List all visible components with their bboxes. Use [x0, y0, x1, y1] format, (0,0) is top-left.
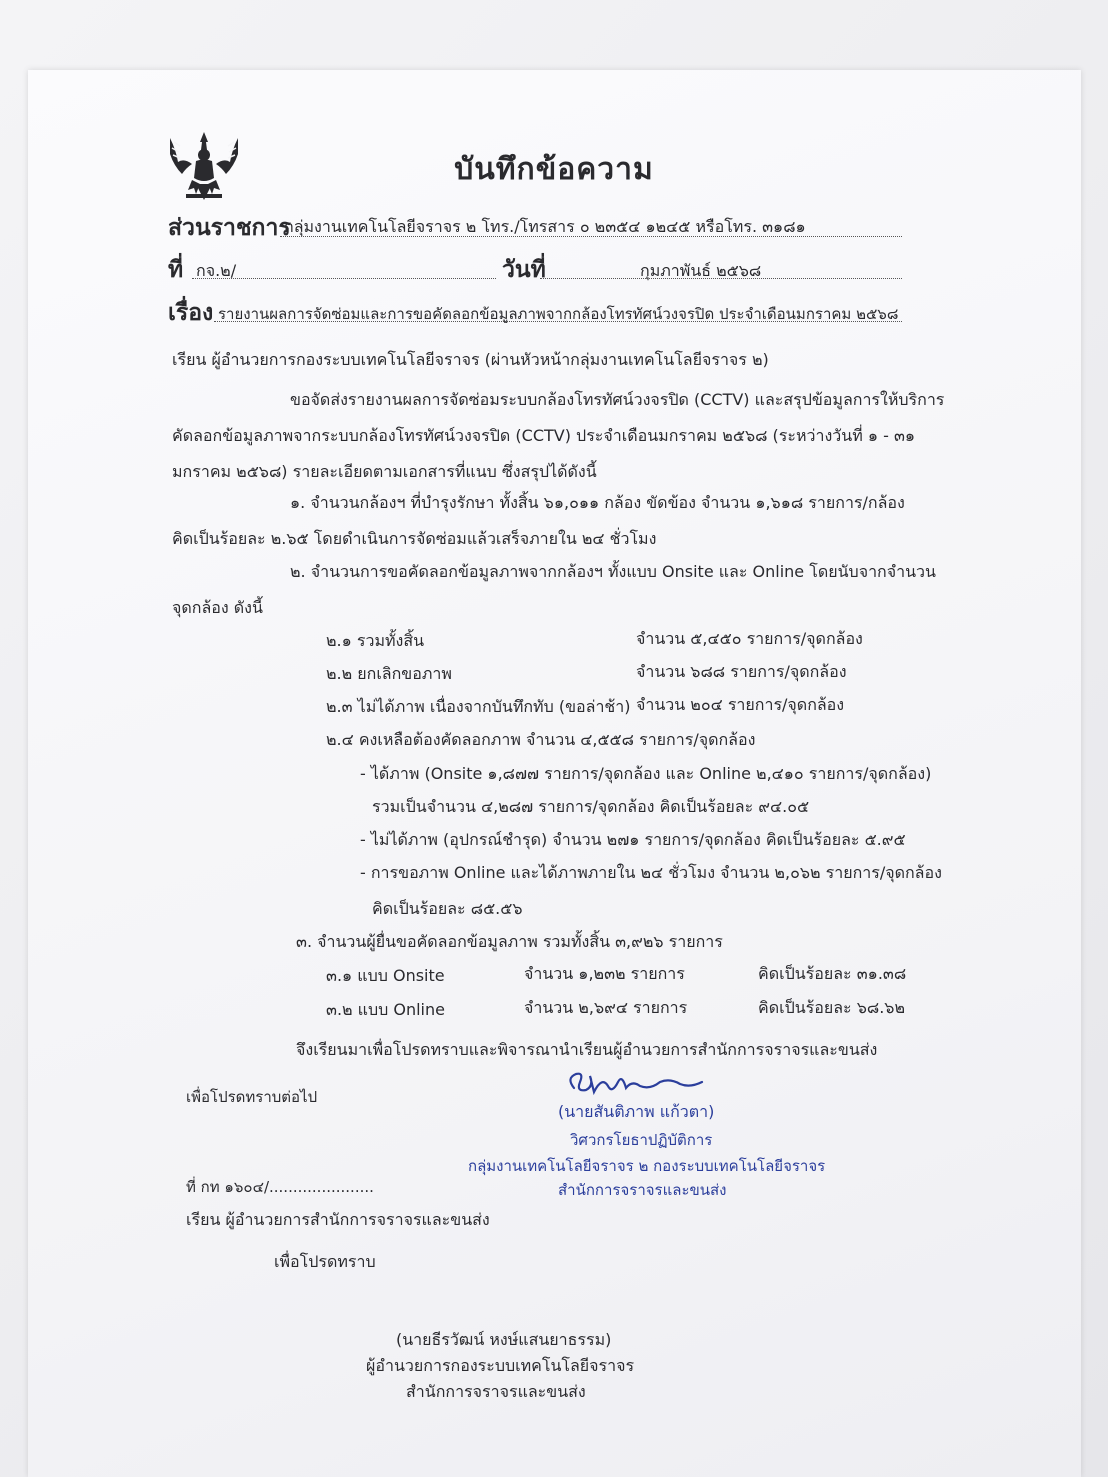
- signer-name: (นายสันติภาพ แก้วตา): [558, 1102, 715, 1121]
- sub3-percent: คิดเป็นร้อยละ ๓๑.๓๘: [758, 964, 907, 983]
- handwritten-signature-icon: [560, 1064, 710, 1100]
- sub-item-amount: จำนวน ๖๘๘ รายการ/จุดกล้อง: [636, 662, 847, 681]
- sub3-amount: จำนวน ๒,๖๙๔ รายการ: [524, 998, 688, 1017]
- subject-dotline: [214, 321, 902, 322]
- item2-line-2: จุดกล้อง ดังนี้: [172, 598, 263, 617]
- intro-line-1: ขอจัดส่งรายงานผลการจัดซ่อมระบบกล้องโทรทัศน์วงจรปิด (CCTV) และสรุปข้อมูลการให้บริการ: [290, 390, 945, 409]
- intro-line-2: คัดลอกข้อมูลภาพจากระบบกล้องโทรทัศน์วงจรปิด (CCTV) ประจำเดือนมกราคม ๒๕๖๘ (ระหว่างวันที่ ๑ - ๓๑: [172, 426, 916, 445]
- endorse-ack: เพื่อโปรดทราบ: [274, 1252, 376, 1271]
- signer-office: สำนักการจราจรและขนส่ง: [558, 1181, 727, 1199]
- agency-value: กลุ่มงานเทคโนโลยีจราจร ๒ โทร./โทรสาร ๐ ๒๓๕๔ ๑๒๔๕ หรือโทร. ๓๑๘๑: [284, 217, 806, 236]
- signer-unit: กลุ่มงานเทคโนโลยีจราจร ๒ กองระบบเทคโนโลยีจราจร: [468, 1157, 826, 1175]
- sub-item-amount: จำนวน ๒๐๔ รายการ/จุดกล้อง: [636, 695, 845, 714]
- bullet-2: - ไม่ได้ภาพ (อุปกรณ์ชำรุด) จำนวน ๒๗๑ รายการ/จุดกล้อง คิดเป็นร้อยละ ๕.๙๕: [360, 830, 906, 849]
- endorse-note: เพื่อโปรดทราบต่อไป: [186, 1088, 318, 1106]
- sub-item-label: ๒.๑ รวมทั้งสิ้น: [326, 631, 425, 650]
- director-position: ผู้อำนวยการกองระบบเทคโนโลยีจราจร: [366, 1356, 635, 1375]
- intro-line-3: มกราคม ๒๕๖๘) รายละเอียดตามเอกสารที่แนบ ซึ่งสรุปได้ดังนี้: [172, 462, 597, 481]
- bullet-1-line-1: - ได้ภาพ (Onsite ๑,๘๗๗ รายการ/จุดกล้อง และ Online ๒,๔๑๐ รายการ/จุดกล้อง): [360, 764, 932, 783]
- sub-item-label: ๒.๓ ไม่ได้ภาพ เนื่องจากบันทึกทับ (ขอล่าช้า): [326, 697, 631, 716]
- item2-line-1: ๒. จำนวนการขอคัดลอกข้อมูลภาพจากกล้องฯ ทั้งแบบ Onsite และ Online โดยนับจากจำนวน: [290, 562, 936, 581]
- item3: ๓. จำนวนผู้ยื่นขอคัดลอกข้อมูลภาพ รวมทั้งสิ้น ๓,๙๒๖ รายการ: [296, 932, 723, 951]
- ref-dotline: [192, 278, 496, 279]
- bullet-1-line-2: รวมเป็นจำนวน ๔,๒๘๗ รายการ/จุดกล้อง คิดเป็นร้อยละ ๙๔.๐๕: [372, 797, 810, 816]
- item1-line-1: ๑. จำนวนกล้องฯ ที่บำรุงรักษา ทั้งสิ้น ๖๑,๐๑๑ กล้อง ขัดข้อง จำนวน ๑,๖๑๘ รายการ/กล้อง: [290, 493, 905, 512]
- signer-position: วิศวกรโยธาปฏิบัติการ: [570, 1131, 713, 1149]
- sub-item-amount: จำนวน ๕,๔๕๐ รายการ/จุดกล้อง: [636, 629, 863, 648]
- ref-value: กจ.๒/: [196, 261, 237, 280]
- sub-item-label: ๒.๒ ยกเลิกขอภาพ: [326, 664, 452, 683]
- sub3-label: ๓.๑ แบบ Onsite: [326, 966, 445, 985]
- subject-value: รายงานผลการจัดซ่อมและการขอคัดลอกข้อมูลภาพจากกล้องโทรทัศน์วงจรปิด ประจำเดือนมกราคม ๒๕๖๘: [218, 305, 899, 323]
- ref-label: ที่: [168, 257, 184, 283]
- item1-line-2: คิดเป็นร้อยละ ๒.๖๕ โดยดำเนินการจัดซ่อมแล้วเสร็จภายใน ๒๔ ชั่วโมง: [172, 529, 657, 548]
- closing-line: จึงเรียนมาเพื่อโปรดทราบและพิจารณานำเรียนผู้อำนวยการสำนักการจราจรและขนส่ง: [296, 1040, 878, 1059]
- sub-item-24: ๒.๔ คงเหลือต้องคัดลอกภาพ จำนวน ๔,๕๕๘ รายการ/จุดกล้อง: [326, 730, 756, 749]
- page-title: บันทึกข้อความ: [454, 152, 654, 187]
- endorse-to: เรียน ผู้อำนวยการสำนักการจราจรและขนส่ง: [186, 1210, 490, 1229]
- salutation: เรียน ผู้อำนวยการกองระบบเทคโนโลยีจราจร (ผ่านหัวหน้ากลุ่มงานเทคโนโลยีจราจร ๒): [172, 350, 769, 369]
- director-office: สำนักการจราจรและขนส่ง: [406, 1382, 586, 1401]
- subject-label: เรื่อง: [168, 300, 214, 326]
- bullet-3-line-1: - การขอภาพ Online และได้ภาพภายใน ๒๔ ชั่วโมง จำนวน ๒,๐๖๒ รายการ/จุดกล้อง: [360, 863, 942, 882]
- director-name: (นายธีรวัฒน์ หงษ์แสนยาธรรม): [396, 1330, 612, 1349]
- agency-dotline: [280, 236, 902, 237]
- date-dotline: [540, 278, 902, 279]
- agency-label: ส่วนราชการ: [168, 215, 291, 241]
- sub3-percent: คิดเป็นร้อยละ ๖๘.๖๒: [758, 998, 906, 1017]
- sub3-amount: จำนวน ๑,๒๓๒ รายการ: [524, 964, 685, 983]
- bullet-3-line-2: คิดเป็นร้อยละ ๘๕.๕๖: [372, 899, 523, 918]
- endorse-ref: ที่ กท ๑๖๐๔/......................: [186, 1178, 374, 1196]
- sub3-label: ๓.๒ แบบ Online: [326, 1000, 445, 1019]
- date-label: วันที่: [502, 257, 546, 283]
- date-value: กุมภาพันธ์ ๒๕๖๘: [640, 261, 762, 280]
